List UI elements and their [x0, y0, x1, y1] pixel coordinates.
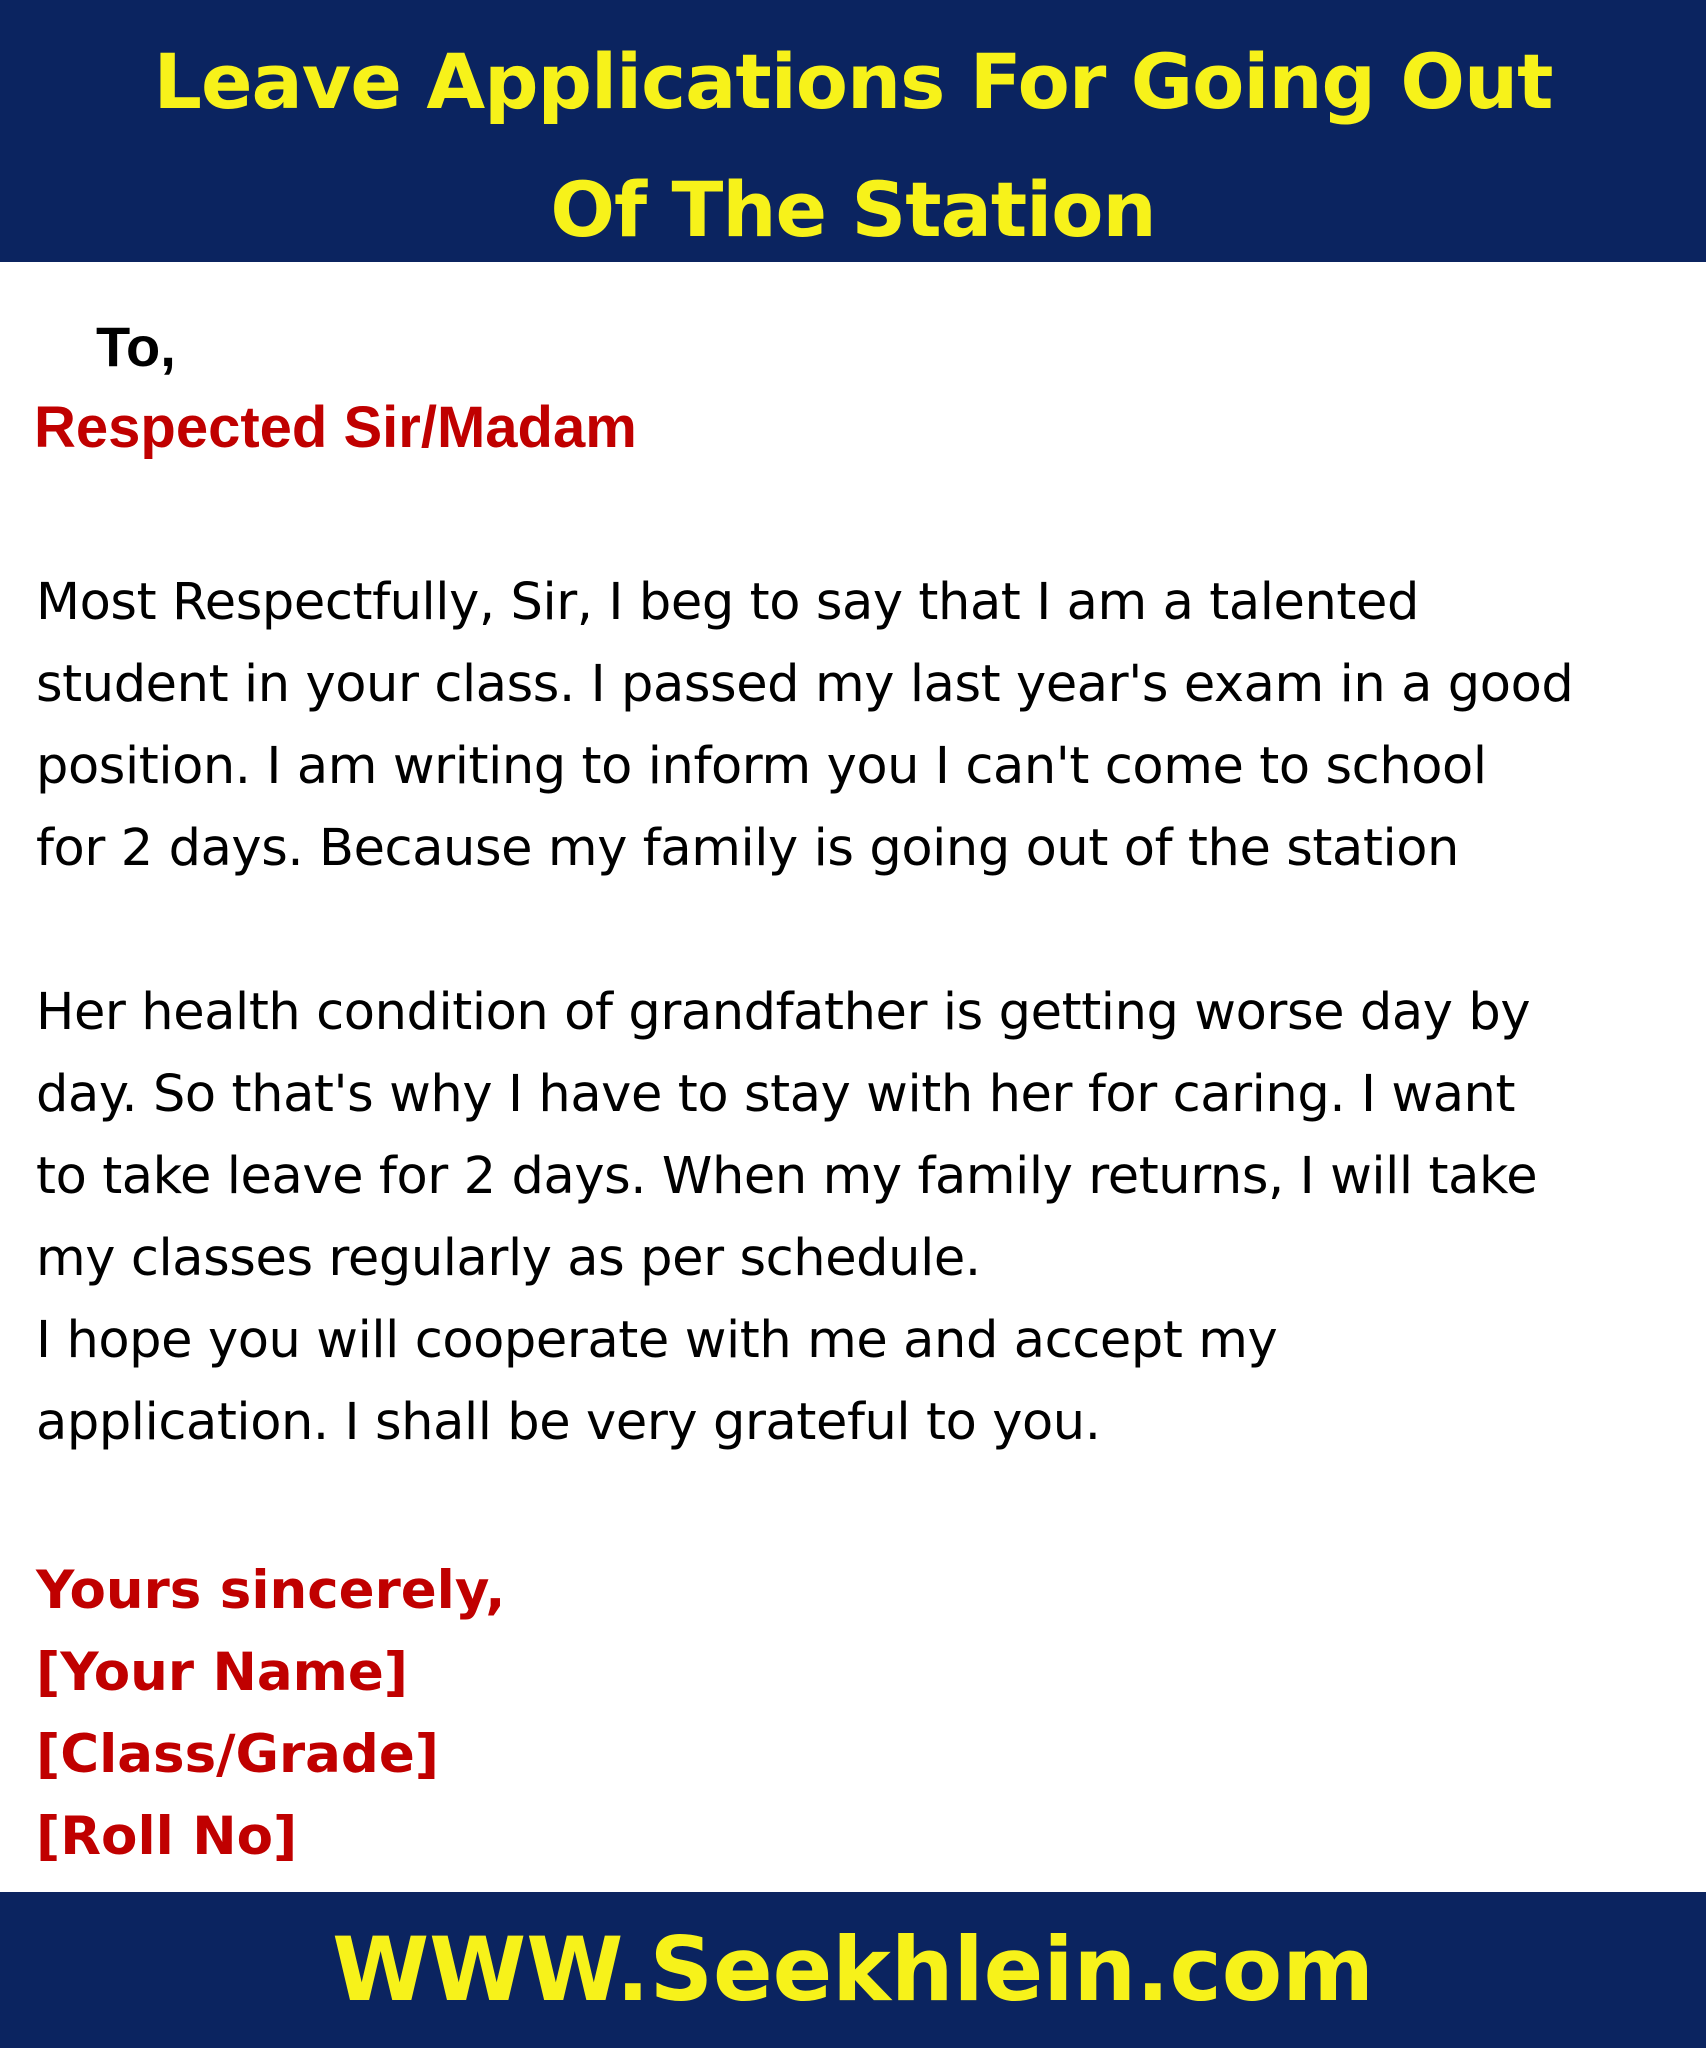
paragraph-1-line: for 2 days. Because my family is going out of the station — [36, 819, 1459, 878]
paragraph-2-line: application. I shall be very grateful to you. — [36, 1393, 1101, 1452]
recipient-to: To, — [96, 315, 176, 378]
class-placeholder: [Class/Grade] — [36, 1724, 440, 1785]
paragraph-2-line: my classes regularly as per schedule. — [36, 1229, 981, 1288]
page-title-line-1: Leave Applications For Going Out — [153, 37, 1553, 126]
closing-phrase: Yours sincerely, — [36, 1560, 506, 1621]
roll-placeholder: [Roll No] — [36, 1806, 298, 1867]
letter-paragraph-2 — [36, 972, 1696, 1464]
page-title-line-2: Of The Station — [550, 165, 1156, 254]
paragraph-2-line: I hope you will cooperate with me and accept my — [36, 1311, 1278, 1370]
title-banner — [0, 0, 1706, 262]
letter-paragraph-1 — [36, 562, 1696, 890]
website-url: WWW.Seekhlein.com — [332, 1918, 1374, 2021]
paragraph-2-line: day. So that's why I have to stay with her for caring. I want — [36, 1065, 1516, 1124]
name-placeholder: [Your Name] — [36, 1642, 408, 1703]
letter-body — [0, 262, 1706, 1892]
paragraph-1-line: student in your class. I passed my last year's exam in a good — [36, 655, 1574, 714]
footer-banner — [0, 1892, 1706, 2048]
page-title — [0, 18, 1706, 274]
paragraph-1-line: position. I am writing to inform you I can't come to school — [36, 737, 1487, 796]
signature-block — [36, 1550, 505, 1878]
paragraph-2-line: to take leave for 2 days. When my family returns, I will take — [36, 1147, 1538, 1206]
paragraph-2-line: Her health condition of grandfather is getting worse day by — [36, 983, 1531, 1042]
paragraph-1-line: Most Respectfully, Sir, I beg to say that I am a talented — [36, 573, 1419, 632]
salutation: Respected Sir/Madam — [34, 395, 637, 460]
